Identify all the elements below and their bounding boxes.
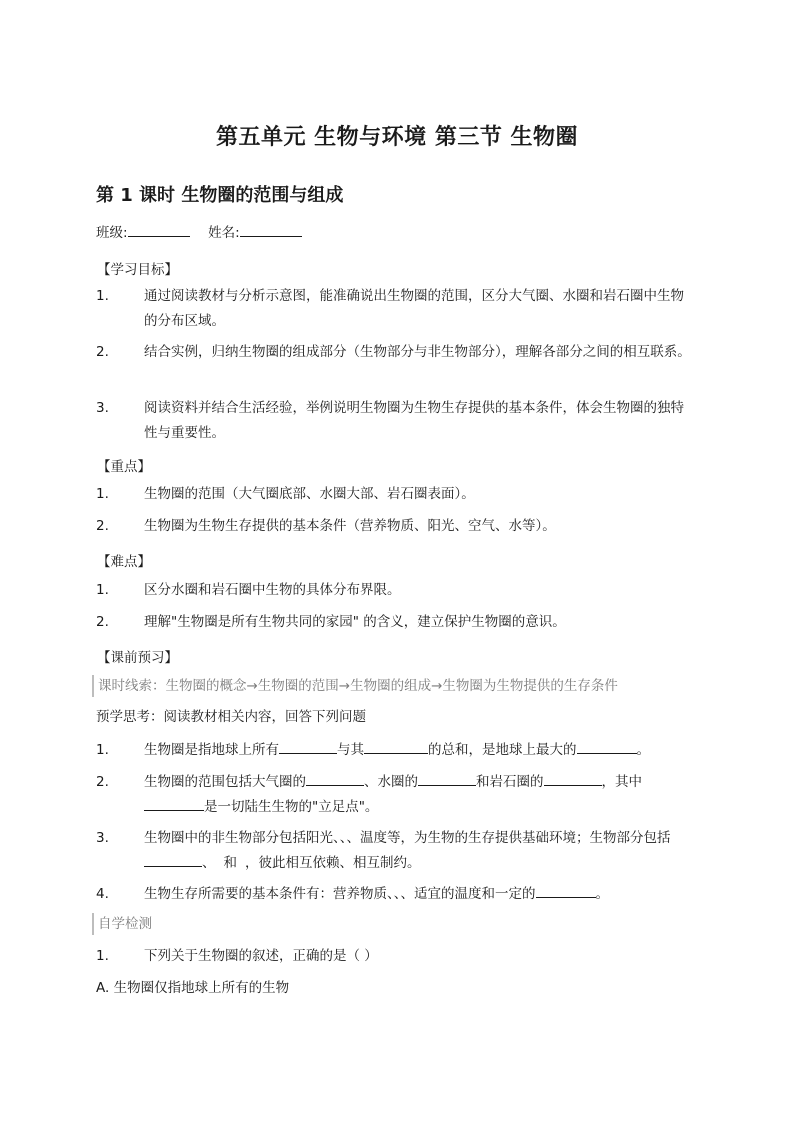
- question-number: 2.: [96, 774, 109, 790]
- answer-blank[interactable]: [544, 771, 602, 786]
- difficulty-item: [96, 610, 696, 635]
- goal-number: 1.: [96, 288, 109, 304]
- question-text: 生物生存所需要的基本条件有：营养物质、、、适宜的温度和一定的 。: [144, 882, 696, 907]
- question-text: 生物圈的范围包括大气圈的 、水圈的 和岩石圈的 ，其中是一切陆生生物的"立足点"。: [144, 770, 696, 820]
- answer-blank[interactable]: [306, 771, 364, 786]
- key-point-text: 生物圈的范围（大气圈底部、水圈大部、岩石圈表面）。: [144, 486, 475, 502]
- key-point-text: 生物圈为生物生存提供的基本条件（营养物质、阳光、空气、水等）。: [144, 518, 556, 534]
- class-label: 班级:: [96, 225, 128, 241]
- goal-item: [96, 340, 696, 365]
- goal-number: 2.: [96, 344, 109, 360]
- self-check-question: [96, 944, 696, 969]
- difficulty-text: 理解"生物圈是所有生物共同的家园" 的含义，建立保护生物圈的意识。: [144, 614, 566, 630]
- goal-number: 3.: [96, 400, 109, 416]
- section-goals: 【学习目标】: [97, 262, 178, 278]
- preview-question: [96, 770, 696, 820]
- answer-blank[interactable]: [418, 771, 476, 786]
- goal-item: [96, 396, 696, 446]
- preview-question: [96, 826, 696, 876]
- answer-blank[interactable]: [577, 739, 637, 754]
- page-title: 第五单元 生物与环境 第三节 生物圈: [216, 125, 578, 150]
- section-preview: 【课前预习】: [97, 650, 178, 666]
- question-text: 生物圈中的非生物部分包括阳光、、、温度等，为生物的生存提供基础环境；生物部分包括、 和 ，彼此相互依赖、相互制约。: [144, 830, 671, 871]
- preview-think: 预学思考：阅读教材相关内容，回答下列问题: [96, 709, 366, 725]
- difficulty-text: 区分水圈和岩石圈中生物的具体分布界限。: [144, 582, 401, 598]
- key-point-item: [96, 482, 696, 507]
- goal-text: 结合实例，归纳生物圈的组成部分（生物部分与非生物部分），理解各部分之间的相互联系。: [144, 344, 691, 360]
- answer-blank[interactable]: [237, 853, 245, 867]
- question-number: 4.: [96, 886, 109, 902]
- self-check-label: 自学检测: [92, 913, 152, 935]
- key-point-number: 2.: [96, 518, 109, 534]
- difficulty-item: [96, 578, 696, 603]
- difficulty-number: 1.: [96, 582, 109, 598]
- name-label: 姓名:: [208, 225, 240, 241]
- section-key-points: 【重点】: [97, 459, 151, 475]
- goal-text: 通过阅读教材与分析示意图，能准确说出生物圈的范围，区分大气圈、水圈和岩石圈中生物的分布区域。: [144, 288, 684, 329]
- preview-question: [96, 738, 696, 763]
- key-point-number: 1.: [96, 486, 109, 502]
- section-difficulties: 【难点】: [97, 554, 151, 570]
- answer-blank[interactable]: [144, 796, 204, 811]
- answer-blank[interactable]: [536, 883, 596, 898]
- goal-text: 阅读资料并结合生活经验，举例说明生物圈为生物生存提供的基本条件，体会生物圈的独特性与重要性。: [144, 400, 684, 441]
- answer-blank[interactable]: [364, 739, 428, 754]
- answer-blank[interactable]: [144, 852, 202, 867]
- question-text: 下列关于生物圈的叙述，正确的是（ ）: [144, 948, 378, 964]
- question-number: 1.: [96, 742, 109, 758]
- question-text: 生物圈是指地球上所有 与其 的总和，是地球上最大的 。: [144, 738, 696, 763]
- lesson-subtitle: 第 1 课时 生物圈的范围与组成: [96, 185, 344, 206]
- question-number: 3.: [96, 830, 109, 846]
- difficulty-number: 2.: [96, 614, 109, 630]
- student-info-line: [96, 222, 302, 244]
- option-a[interactable]: A. 生物圈仅指地球上所有的生物: [96, 980, 290, 996]
- name-blank[interactable]: [240, 222, 302, 237]
- key-point-item: [96, 514, 696, 539]
- answer-blank[interactable]: [216, 853, 224, 867]
- goal-item: [96, 284, 696, 334]
- class-blank[interactable]: [128, 222, 190, 237]
- lesson-clue: 课时线索：生物圈的概念→生物圈的范围→生物圈的组成→生物圈为生物提供的生存条件: [92, 675, 618, 697]
- question-number: 1.: [96, 948, 109, 964]
- preview-question: [96, 882, 696, 907]
- answer-blank[interactable]: [279, 739, 337, 754]
